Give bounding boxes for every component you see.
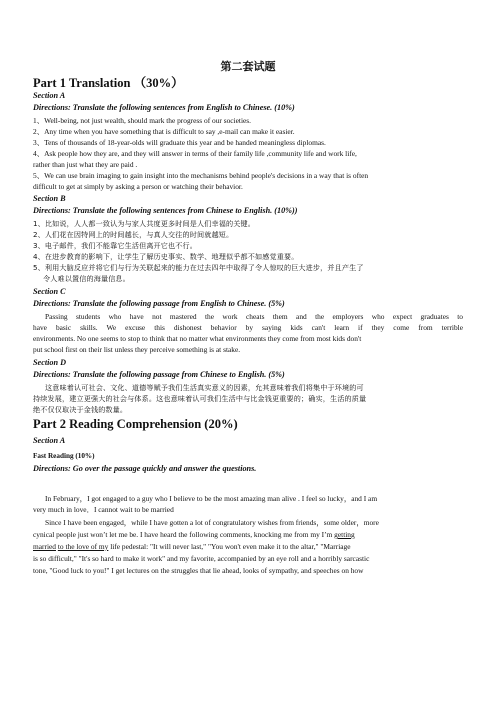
part1-sectionC-directions: Directions: Translate the following passage from English to Chinese. (5%) [33, 299, 285, 308]
sectionB-item-5: 5、利用大脑反应并将它们与行为关联起来的能力在过去四年中取得了令人惊叹的巨大进步，并且产生了 [33, 263, 364, 272]
sectionB-item-5-cont: 令人难以置信的海量信息。 [43, 274, 130, 283]
sectionA-item-2: 2、Any time when you have something that is difficult to say ,e-mail can make it easier. [33, 127, 295, 136]
sectionA-item-1: 1、Well-being, not just wealth, should mark the progress of our societies. [33, 116, 252, 125]
passage-para1-line-2: very much in love．I cannot wait to be married [33, 505, 174, 514]
sectionC-line-2: have basic skills. We excuse this dishonest behavior by saying kids can't learn if they come from terrible [33, 323, 463, 332]
passage-para2-line-5: tone, "Good luck to you!" I get lectures on the struggles that lie ahead, looks of sympathy, and speeches on how [33, 566, 364, 575]
passage-underlined-love: to the love of my [57, 542, 109, 551]
passage-para1-line-1: In February，I got engaged to a guy who I believe to be the most amazing man alive . I feel so lucky，and I am [45, 494, 378, 503]
part1-sectionA-directions: Directions: Translate the following sentences from English to Chinese. (10%) [33, 103, 295, 112]
sectionB-item-2: 2、人们花在因特网上的时间越长，与真人交往的时间就越短。 [33, 230, 234, 239]
part2-fast-reading-label: Fast Reading (10%) [33, 452, 95, 460]
sectionC-line-3: environments. No one seems to stop to think that no matter what environments they come from most kids don't [33, 334, 362, 343]
sectionA-item-3: 3、Tens of thousands of 18-year-olds will graduate this year and be handed meaningless diplomas. [33, 138, 326, 147]
passage-para2-line-4: is so difficult," "It's so hard to make it work" and my favorite, accompanied by an eye roll and a horribly sarcastic [33, 554, 370, 563]
passage-para2-line-3 [33, 542, 463, 552]
part1-sectionA-label: Section A [33, 91, 66, 100]
sectionB-item-4: 4、在进步教育的影响下，让学生了解历史事实、数学、地理似乎都不如感觉重要。 [33, 252, 299, 261]
passage-underlined-getting: getting [334, 530, 355, 539]
part2-sectionA-directions: Directions: Go over the passage quickly and answer the questions. [33, 464, 257, 473]
sectionA-item-4-cont: rather than just what they are paid . [33, 160, 138, 169]
passage-para2-line-2-text: cynical people just won’t let me be. I have heard the following comments, knocking me from my I’m [33, 530, 333, 539]
sectionC-line-1: Passing students who have not mastered the work cheats them and the employers who expect graduates to [45, 312, 463, 321]
part1-sectionD-directions: Directions: Translate the following passage from Chinese to English. (5%) [33, 370, 285, 379]
part1-sectionB-label: Section B [33, 194, 66, 203]
sectionD-line-1: 这意味着认可社会、文化、道德等赋予我们生活真实意义的因素，允其意味着我们将集中于环境的可 [45, 383, 364, 392]
passage-para2-line-2 [33, 530, 463, 540]
part1-sectionD-label: Section D [33, 358, 66, 367]
sectionB-item-3: 3、电子邮件，我们不能靠它生活但离开它也不行。 [33, 241, 198, 250]
part2-heading: Part 2 Reading Comprehension (20%) [33, 417, 238, 431]
sectionA-item-5: 5、We can use brain imaging to gain insight into the mechanisms behind people's decisions in a way that is often [33, 171, 369, 180]
part1-heading: Part 1 Translation （30%） [33, 76, 184, 90]
passage-para2-line-1: Since I have been engaged，while I have gotten a lot of congratulatory wishes from friends，some older，more [45, 518, 379, 527]
part1-sectionC-label: Section C [33, 287, 66, 296]
sectionD-line-3: 绝不仅仅取决于金钱的数量。 [33, 405, 128, 414]
sectionB-item-1: 1、比如说，人人都一致认为与家人共度更多时间是人们幸福的关键。 [33, 219, 255, 228]
sectionC-line-4: put school first on their list unless they perceive something is at stake. [33, 345, 241, 354]
sectionD-line-2: 持续发展，建立更强大的社会与体系。这也意味着认可我们生活中与比金钱更重要的；确实，生活的质量 [33, 394, 367, 403]
part2-sectionA-label: Section A [33, 436, 66, 445]
passage-para2-line-3-text: life pedestal: "It will never last," "You won't even make it to the altar," "Marriage [110, 542, 351, 551]
page-title: 第二套试题 [220, 60, 276, 73]
sectionA-item-4: 4、Ask people how they are, and they will answer in terms of their family life ,community life and work life, [33, 149, 357, 158]
part1-sectionB-directions: Directions: Translate the following sentences from Chinese to English. (10%)) [33, 206, 298, 215]
sectionA-item-5-cont: difficult to get at simply by asking a person or watching their behavior. [33, 182, 243, 191]
passage-underlined-married: married [33, 542, 56, 551]
